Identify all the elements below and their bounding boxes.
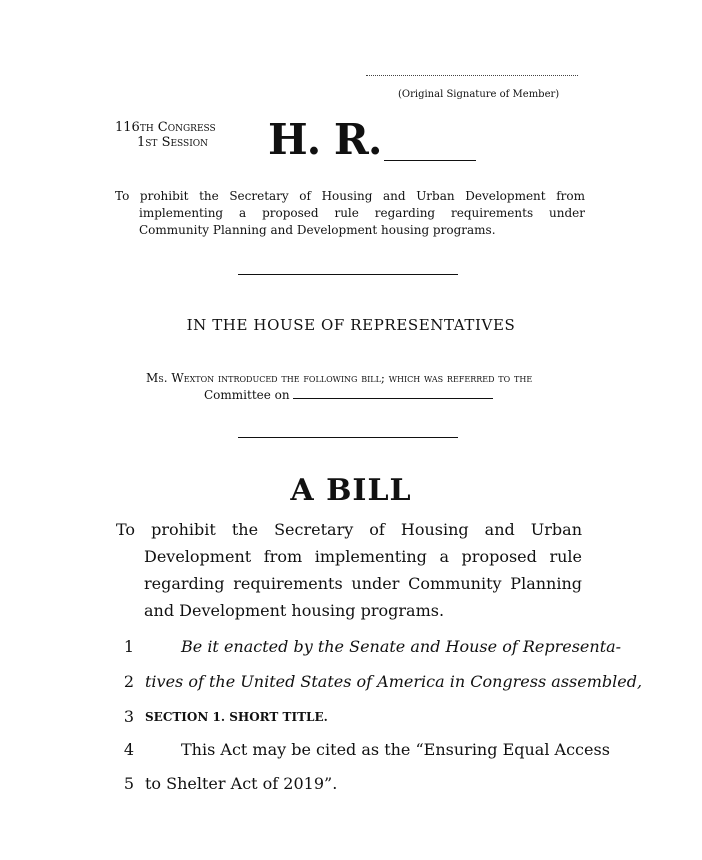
committee-blank	[293, 388, 493, 399]
short-summary	[115, 188, 585, 239]
congress-session-block	[115, 120, 216, 150]
chamber-heading: IN THE HOUSE OF REPRESENTATIVES	[186, 316, 516, 334]
line-number: 5	[123, 774, 134, 793]
short-summary-text: To prohibit the Secretary of Housing and Urban Development from implementing a proposed rule regarding requirements under Community Planning and Development housing programs.	[115, 189, 585, 237]
divider-rule	[238, 274, 458, 275]
congress-number: 116th Congress	[115, 120, 216, 135]
section-heading: SECTION 1. SHORT TITLE.	[145, 710, 328, 724]
line-number: 2	[123, 672, 134, 691]
session-number: 1st Session	[137, 135, 209, 150]
line-number: 1	[123, 637, 134, 656]
long-title-text: To prohibit the Secretary of Housing and Urban Development from implementing a proposed rule regarding requirements under Community Planning and Development housing programs.	[116, 520, 582, 620]
enacting-clause-line: tives of the United States of America in Congress assembled,	[145, 672, 643, 691]
line-number: 4	[123, 740, 134, 759]
short-title-line: to Shelter Act of 2019”.	[145, 774, 338, 793]
signature-caption: (Original Signature of Member)	[398, 89, 560, 100]
introduction-line-1: Ms. Wexton introduced the following bill; which was referred to the	[146, 371, 533, 385]
bill-number-mark: H. R.	[268, 115, 382, 164]
enacting-clause-line: Be it enacted by the Senate and House of Representa-	[181, 637, 622, 656]
bill-number-blank	[384, 160, 476, 161]
line-number: 3	[123, 707, 134, 726]
divider-rule	[238, 437, 458, 438]
introduction-line-2: Committee on	[204, 388, 290, 402]
signature-line	[366, 75, 578, 76]
long-title	[116, 516, 582, 624]
a-bill-heading: A BILL	[290, 473, 412, 508]
short-title-line: This Act may be cited as the “Ensuring Equal Access	[181, 740, 610, 759]
introduction-statement	[146, 370, 566, 404]
